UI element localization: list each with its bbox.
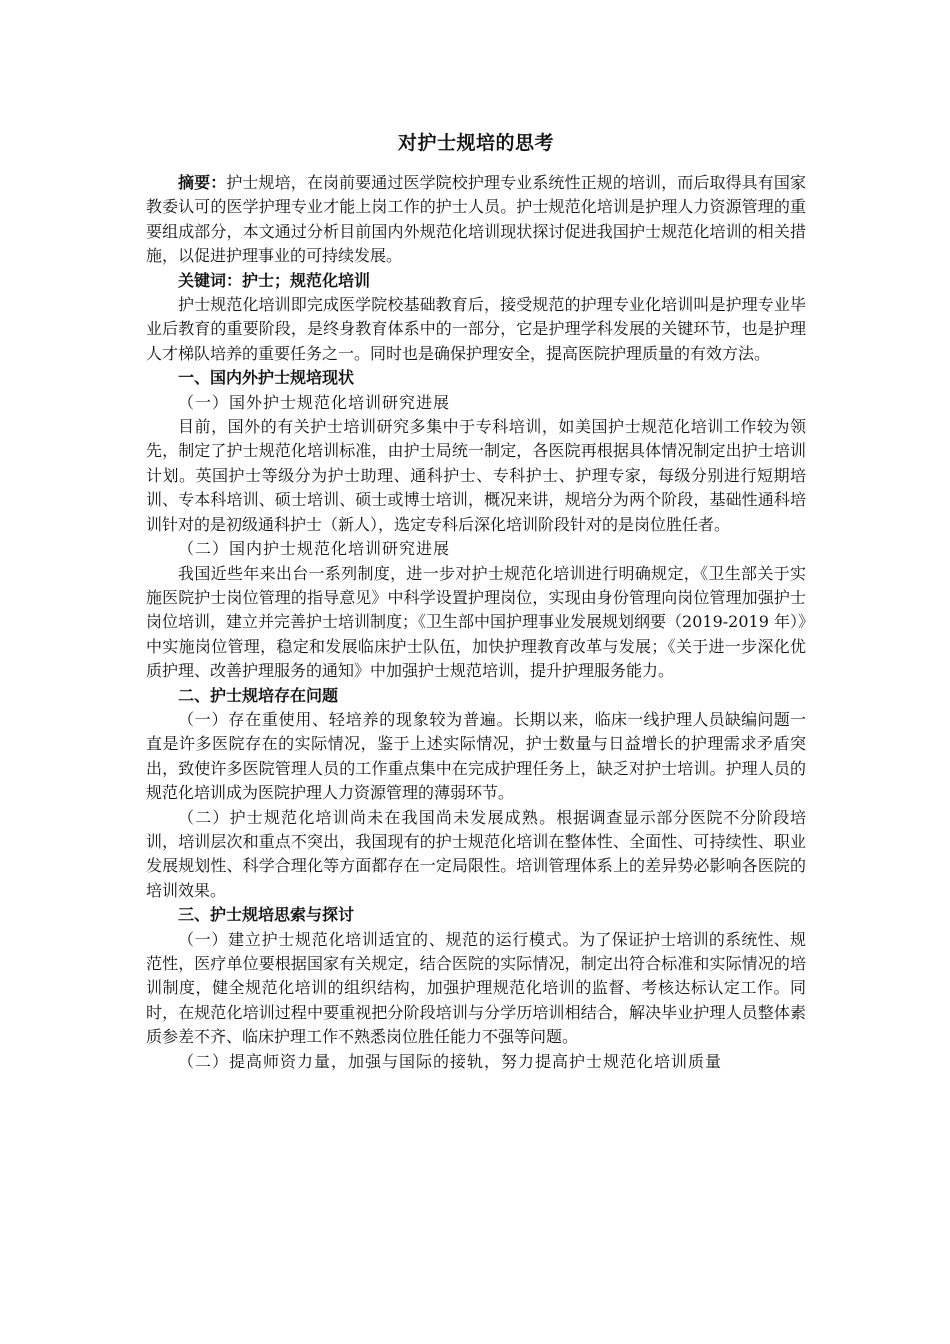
section-2-2-text: 根据调查显示部分医院不分阶段培训，培训层次和重点不突出，我国现有的护士规范化培训在整体性、全面性、可持续性、职业发展规划性、科学合理化等方面都存在一定局限性。培训管理体系上的差异势必影响各医院的培训效果。 [146,807,806,900]
section-3-heading: 三、护士规培思索与探讨 [178,905,355,925]
section-2-heading: 二、护士规培存在问题 [178,685,339,705]
document-title: 对护士规培的思考 [397,132,554,154]
intro-paragraph: 护士规范化培训即完成医学院校基础教育后，接受规范的护理专业化培训叫是护理专业毕业后教育的重要阶段，是终身教育体系中的一部分，它是护理学科发展的关键环节，也是护理人才梯队培养的重要任务之一。同时也是确保护理安全，提高医院护理质量的有效方法。 [146,295,806,363]
section-1-1-heading: （一）国外护士规范化培训研究进展 [178,392,451,412]
section-1-2-heading: （二）国内护士规范化培训研究进展 [178,539,451,559]
section-2-1-paragraph [146,708,806,806]
section-2-2-lead: （二）护士规范化培训尚未在我国尚未发展成熟。 [178,807,557,827]
section-3-1-text: 为了保证护士培训的系统性、规范性，医疗单位要根据国家有关规定，结合医院的实际情况，制定出符合标准和实际情况的培训制度，健全规范化培训的组织结构，加强护理规范化培训的监督、考核达标认定工作。同时，在规范化培训过程中要重视把分阶段培训与分学历培训相结合，解决毕业护理人员整体素质参差不齐、临床护理工作不熟悉岗位胜任能力不强等问题。 [146,929,806,1047]
abstract-text: 护士规培，在岗前要通过医学院校护理专业系统性正规的培训，而后取得具有国家教委认可的医学护理专业才能上岗工作的护士人员。护士规范化培训是护理人力资源管理的重要组成部分，本文通过分析目前国内外规范化培训现状探讨促进我国护士规范化培训的相关措施，以促进护理事业的可持续发展。 [146,173,806,266]
abstract-label: 摘要： [178,173,227,192]
section-3-2-heading: （二）提高师资力量，加强与国际的接轨，努力提高护士规范化培训质量 [178,1051,723,1071]
section-2-1-text: 长期以来，临床一线护理人员缺编问题一直是许多医院存在的实际情况，鉴于上述实际情况，护士数量与日益增长的护理需求矛盾突出，致使许多医院管理人员的工作重点集中在完成护理任务上，缺乏对护士培训。护理人员的规范化培训成为医院护理人力资源管理的薄弱环节。 [146,709,806,803]
document-page [146,130,806,1074]
keywords-line: 关键词：护士；规范化培训 [178,270,371,290]
section-2-1-lead: （一）存在重使用、轻培养的现象较为普遍。 [178,709,514,729]
section-2-2-paragraph [146,806,806,904]
section-3-1-paragraph [146,928,806,1050]
section-1-2-paragraph: 我国近些年来出台一系列制度，进一步对护士规范化培训进行明确规定，《卫生部关于实施医院护士岗位管理的指导意见》中科学设置护理岗位，实现由身份管理向岗位管理加强护士岗位培训，建立并完善护士培训制度；《卫生部中国护理事业发展规划纲要（2019-2019 年）》中实施岗位管理，稳定和发展临床护士队伍，加快护理教育改革与发展；《关于进一步深化优质护理、改善护理服务的通知》中加强护士规范培训，提升护理服务能力。 [146,563,806,681]
section-1-1-paragraph: 目前，国外的有关护士培训研究多集中于专科培训，如美国护士规范化培训工作较为领先，制定了护士规范化培训标准，由护士局统一制定，各医院再根据具体情况制定出护士培训计划。英国护士等级分为护士助理、通科护士、专科护士、护理专家，每级分别进行短期培训、专本科培训、硕士培训、硕士或博士培训，概况来讲，规培分为两个阶段，基础性通科培训针对的是初级通科护士（新人），选定专科后深化培训阶段针对的是岗位胜任者。 [146,417,806,534]
section-3-1-lead: （一）建立护士规范化培训适宜的、规范的运行模式。 [178,929,580,949]
abstract-paragraph [146,171,806,269]
section-1-heading: 一、国内外护士规培现状 [178,368,355,388]
